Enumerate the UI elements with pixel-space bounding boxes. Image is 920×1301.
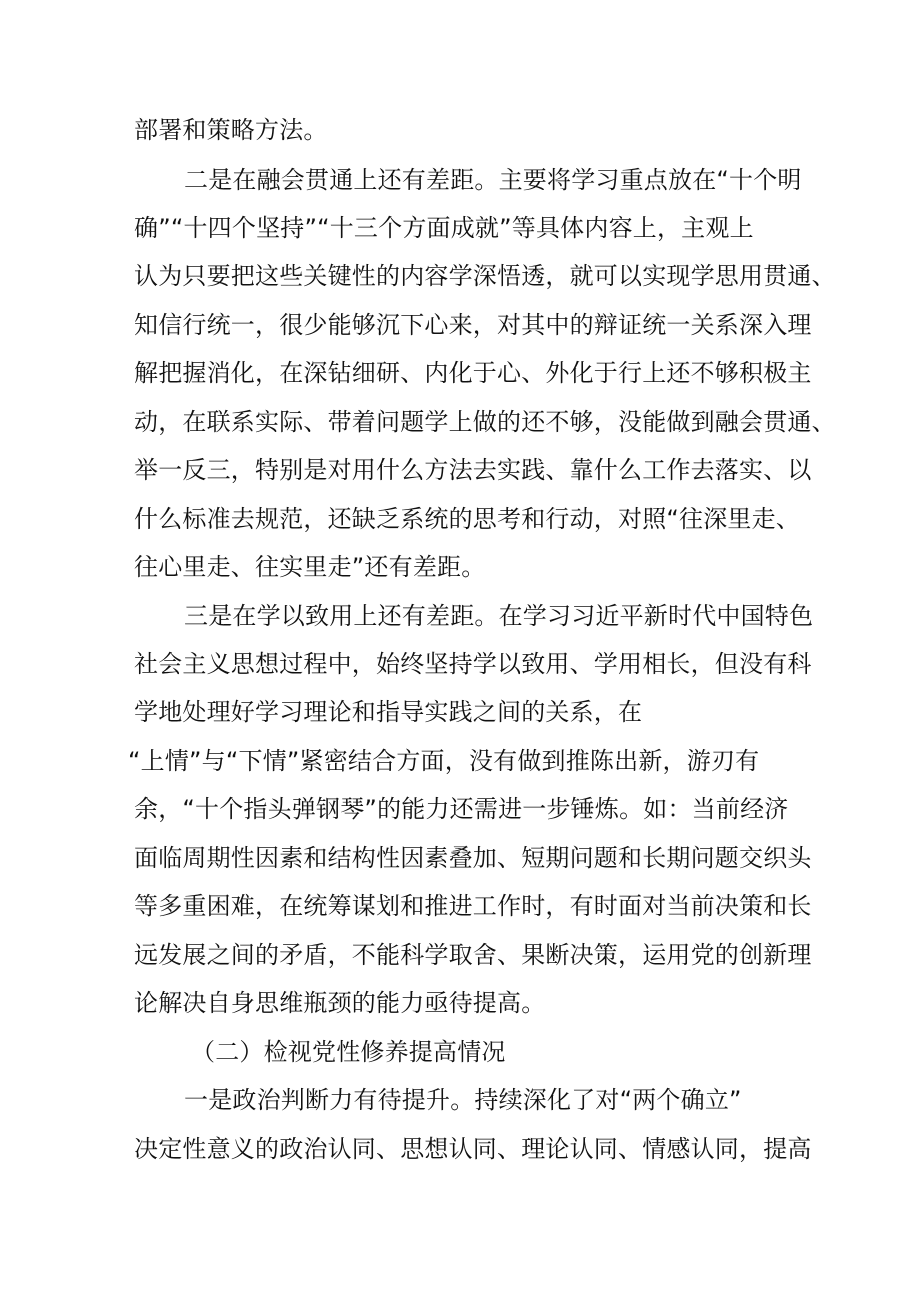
text-line: 社会主义思想过程中，始终坚持学以致用、学用相长，但没有科 [134, 650, 812, 678]
text-line: “上情”与“下情”紧密结合方面，没有做到推陈出新，游刃有 [128, 747, 760, 775]
text-line: 远发展之间的矛盾，不能科学取舍、果断决策，运用党的创新理 [134, 941, 812, 969]
text-line: 部署和策略方法。 [134, 116, 328, 144]
text-line: 举一反三，特别是对用什么方法去实践、靠什么工作去落实、以 [134, 456, 812, 484]
text-line: 面临周期性因素和结构性因素叠加、短期问题和长期问题交织头 [134, 844, 812, 872]
text-line: 决定性意义的政治认同、思想认同、理论认同、情感认同，提高 [134, 1135, 812, 1163]
section-heading: （二）检视党性修养提高情况 [191, 1038, 506, 1066]
text-line: 往心里走、往实里走”还有差距。 [134, 553, 486, 581]
text-line: 余，“十个指头弹钢琴”的能力还需进一步锤炼。如：当前经济 [134, 795, 789, 823]
paragraph-start-line: 三是在学以致用上还有差距。在学习习近平新时代中国特色 [184, 602, 814, 630]
text-line: 论解决自身思维瓶颈的能力亟待提高。 [134, 989, 546, 1017]
paragraph-start-line: 二是在融会贯通上还有差距。主要将学习重点放在“十个明 [184, 166, 802, 194]
text-line: 知信行统一，很少能够沉下心来，对其中的辩证统一关系深入理 [134, 311, 812, 339]
text-line: 等多重困难，在统筹谋划和推进工作时，有时面对当前决策和长 [134, 892, 812, 920]
paragraph-start-line: 一是政治判断力有待提升。持续深化了对“两个确立” [184, 1086, 742, 1114]
text-line: 学地处理好学习理论和指导实践之间的关系，在 [134, 698, 643, 726]
text-line: 解把握消化，在深钻细研、内化于心、外化于行上还不够积极主 [134, 359, 812, 387]
text-line: 动，在联系实际、带着问题学上做的还不够，没能做到融会贯通、 [134, 408, 836, 436]
text-line: 确”“十四个坚持”“十三个方面成就”等具体内容上，主观上 [134, 214, 754, 242]
text-line: 认为只要把这些关键性的内容学深悟透，就可以实现学思用贯通、 [134, 262, 836, 290]
text-line: 什么标准去规范，还缺乏系统的思考和行动，对照“往深里走、 [134, 505, 801, 533]
